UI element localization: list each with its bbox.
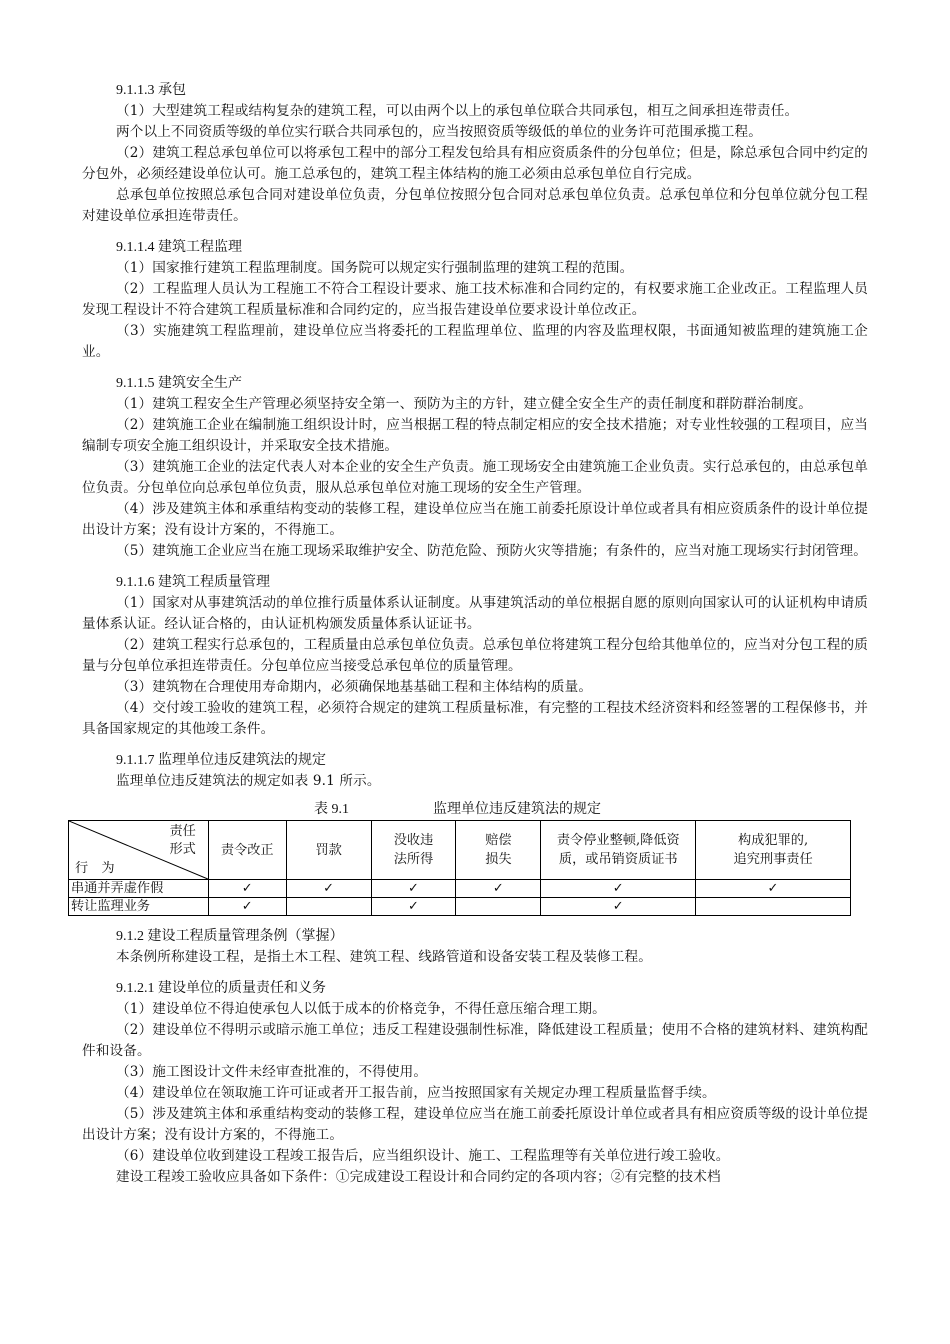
paragraph: （4）涉及建筑主体和承重结构变动的装修工程，建设单位应当在施工前委托原设计单位或者具有相应资质条件的设计单位提出设计方案；没有设计方案的，不得施工。 — [82, 501, 868, 538]
violation-table — [68, 820, 851, 916]
corner-label-bottom: 行 为 — [75, 861, 115, 876]
paragraph: （2）建筑施工企业在编制施工组织设计时，应当根据工程的特点制定相应的安全技术措施；对专业性较强的工程项目，应当编制专项安全施工组织设计，并采取安全技术措施。 — [82, 417, 868, 454]
column-header-line: 构成犯罪的, — [738, 833, 809, 848]
paragraph: （2）工程监理人员认为工程施工不符合工程设计要求、施工技术标准和合同约定的，有权要求施工企业改正。工程监理人员发现工程设计不符合建筑工程质量标准和合同约定的，应当报告建设单位要求设计单位改正。 — [82, 281, 868, 318]
column-header-line: 赔偿 — [485, 833, 512, 848]
check-icon: ✓ — [612, 899, 624, 914]
column-header-line: 责令停业整顿,降低资 — [556, 833, 680, 848]
section — [82, 373, 868, 562]
paragraph: （3）实施建筑工程监理前，建设单位应当将委托的工程监理单位、监理的内容及监理权限，书面通知被监理的建筑施工企业。 — [82, 323, 868, 360]
column-header — [696, 821, 851, 880]
section — [82, 750, 868, 792]
section-heading: 9.1.1.4 建筑工程监理 — [116, 240, 242, 255]
table-row — [69, 898, 851, 916]
check-mark-cell — [696, 880, 851, 898]
paragraph: （6）建设单位收到建设工程竣工报告后，应当组织设计、施工、工程监理等有关单位进行竣工验收。 — [116, 1148, 730, 1164]
column-header-line: 法所得 — [393, 852, 434, 867]
row-label: 串通并弄虚作假 — [69, 880, 209, 898]
paragraph: （1）大型建筑工程或结构复杂的建筑工程，可以由两个以上的承包单位联合共同承包，相互之间承担连带责任。 — [116, 103, 799, 119]
paragraph: （3）建筑施工企业的法定代表人对本企业的安全生产负责。施工现场安全由建筑施工企业负责。实行总承包的，由总承包单位负责。分包单位向总承包单位负责，服从总承包单位对施工现场的安全生产管理。 — [82, 459, 868, 496]
check-mark-cell — [286, 880, 371, 898]
column-header-line: 质，或吊销资质证书 — [558, 852, 678, 867]
section — [82, 572, 868, 740]
row-label: 转让监理业务 — [69, 898, 209, 916]
table-caption-title: 监理单位违反建筑法的规定 — [433, 802, 601, 817]
check-mark-cell — [541, 898, 696, 916]
check-mark-cell — [208, 898, 286, 916]
column-header — [208, 821, 286, 880]
column-header — [371, 821, 456, 880]
check-icon: ✓ — [492, 881, 504, 896]
check-icon: ✓ — [408, 881, 420, 896]
section — [82, 926, 868, 968]
check-icon: ✓ — [241, 881, 253, 896]
table-corner-cell — [69, 821, 209, 880]
sections-before — [82, 80, 868, 792]
check-mark-cell — [541, 880, 696, 898]
section-heading: 9.1.2 建设工程质量管理条例（掌握） — [116, 929, 344, 944]
corner-label-top1: 责任 — [169, 824, 196, 839]
table-header-row — [69, 821, 851, 880]
section-heading: 9.1.2.1 建设单位的质量责任和义务 — [116, 981, 326, 996]
table-caption — [82, 800, 868, 820]
check-mark-cell — [456, 880, 541, 898]
column-header-line: 罚款 — [315, 842, 342, 858]
section-heading: 9.1.1.3 承包 — [116, 83, 186, 98]
paragraph: （2）建设单位不得明示或暗示施工单位；违反工程建设强制性标准，降低建设工程质量；使用不合格的建筑材料、建筑构配件和设备。 — [82, 1022, 868, 1059]
column-header — [456, 821, 541, 880]
paragraph: （4）交付竣工验收的建筑工程，必须符合规定的建筑工程质量标准，有完整的工程技术经济资料和经签署的工程保修书，并具备国家规定的其他竣工条件。 — [82, 700, 868, 737]
paragraph: （1）建筑工程安全生产管理必须坚持安全第一、预防为主的方针，建立健全安全生产的责任制度和群防群治制度。 — [116, 396, 812, 412]
section — [82, 978, 868, 1188]
column-header-line: 责令改正 — [220, 842, 274, 858]
column-header — [286, 821, 371, 880]
paragraph: （2）建筑工程总承包单位可以将承包工程中的部分工程发包给具有相应资质条件的分包单位；但是，除总承包合同中约定的分包外，必须经建设单位认可。施工总承包的，建筑工程主体结构的施工必须由总承包单位自行完成。 — [82, 145, 868, 182]
table-caption-number: 表 9.1 — [314, 802, 349, 817]
check-icon: ✓ — [408, 899, 420, 914]
section — [82, 237, 868, 363]
paragraph: （1）国家推行建筑工程监理制度。国务院可以规定实行强制监理的建筑工程的范围。 — [116, 260, 634, 276]
check-mark-cell — [371, 880, 456, 898]
paragraph: （2）建筑工程实行总承包的，工程质量由总承包单位负责。总承包单位将建筑工程分包给其他单位的，应当对分包工程的质量与分包单位承担连带责任。分包单位应当接受总承包单位的质量管理。 — [82, 637, 868, 674]
column-header-line: 追究刑事责任 — [733, 852, 813, 867]
sections-after — [82, 926, 868, 1188]
paragraph: 总承包单位按照总承包合同对建设单位负责，分包单位按照分包合同对总承包单位负责。总承包单位和分包单位就分包工程对建设单位承担连带责任。 — [82, 187, 868, 224]
paragraph: （1）国家对从事建筑活动的单位推行质量体系认证制度。从事建筑活动的单位根据自愿的原则向国家认可的认证机构申请质量体系认证。经认证合格的，由认证机构颁发质量体系认证证书。 — [82, 595, 868, 632]
paragraph: （5）建筑施工企业应当在施工现场采取维护安全、防范危险、预防火灾等措施；有条件的，应当对施工现场实行封闭管理。 — [116, 543, 867, 559]
section-heading: 9.1.1.6 建筑工程质量管理 — [116, 575, 270, 590]
check-icon: ✓ — [767, 881, 779, 896]
column-header — [541, 821, 696, 880]
paragraph: 监理单位违反建筑法的规定如表 9.1 所示。 — [116, 773, 381, 789]
section — [82, 80, 868, 227]
column-header-line: 没收违 — [393, 833, 434, 848]
paragraph: （3）施工图设计文件未经审查批准的，不得使用。 — [116, 1064, 428, 1080]
paragraph: （3）建筑物在合理使用寿命期内，必须确保地基基础工程和主体结构的质量。 — [116, 679, 593, 695]
paragraph: 两个以上不同资质等级的单位实行联合共同承包的，应当按照资质等级低的单位的业务许可范围承揽工程。 — [116, 124, 762, 140]
check-mark-cell — [371, 898, 456, 916]
check-icon: ✓ — [323, 881, 335, 896]
empty-cell — [456, 898, 541, 916]
empty-cell — [696, 898, 851, 916]
section-heading: 9.1.1.5 建筑安全生产 — [116, 376, 242, 391]
check-mark-cell — [208, 880, 286, 898]
corner-label-top2: 形式 — [169, 842, 196, 857]
check-icon: ✓ — [241, 899, 253, 914]
empty-cell — [286, 898, 371, 916]
paragraph: （4）建设单位在领取施工许可证或者开工报告前，应当按照国家有关规定办理工程质量监督手续。 — [116, 1085, 716, 1101]
table-row — [69, 880, 851, 898]
paragraph: 本条例所称建设工程，是指土木工程、建筑工程、线路管道和设备安装工程及装修工程。 — [116, 949, 653, 965]
column-header-line: 损失 — [485, 852, 512, 867]
check-icon: ✓ — [612, 881, 624, 896]
paragraph: （5）涉及建筑主体和承重结构变动的装修工程，建设单位应当在施工前委托原设计单位或者具有相应资质等级的设计单位提出设计方案；没有设计方案的，不得施工。 — [82, 1106, 868, 1143]
paragraph: 建设工程竣工验收应具备如下条件：①完成建设工程设计和合同约定的各项内容；②有完整的技术档 — [116, 1169, 721, 1185]
section-heading: 9.1.1.7 监理单位违反建筑法的规定 — [116, 753, 326, 768]
paragraph: （1）建设单位不得迫使承包人以低于成本的价格竞争，不得任意压缩合理工期。 — [116, 1001, 606, 1017]
